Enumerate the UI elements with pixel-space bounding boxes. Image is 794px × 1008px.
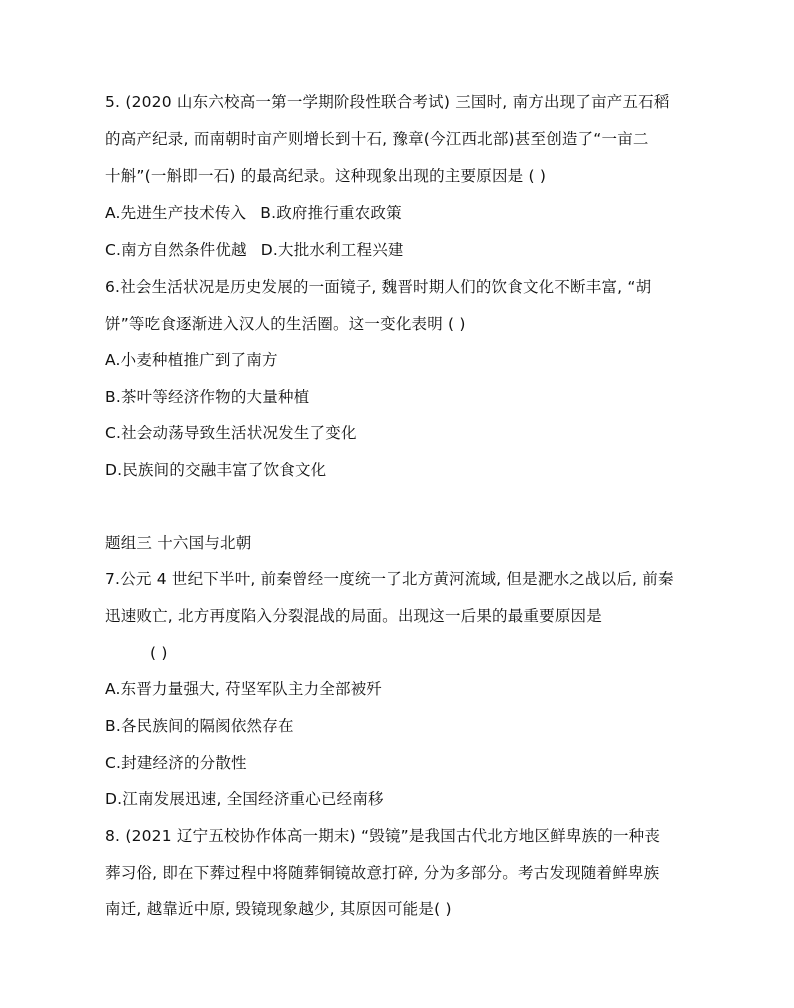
- q5-line-2: 的高产纪录, 而南朝时亩产则增长到十石, 豫章(今江西北部)甚至创造了“一亩二: [105, 130, 649, 148]
- q7-answer-bracket: ( ): [150, 644, 168, 662]
- q5-option-d: D.大批水利工程兴建: [260, 241, 404, 259]
- q7-line-2: 迅速败亡, 北方再度陷入分裂混战的局面。出现这一后果的最重要原因是: [105, 607, 602, 625]
- q5-option-a: A.先进生产技术传入: [105, 204, 247, 222]
- q7-option-d: D.江南发展迅速, 全国经济重心已经南移: [105, 790, 384, 808]
- q8-line-1: 8. (2021 辽宁五校协作体高一期末) “毁镜”是我国古代北方地区鲜卑族的一种丧: [105, 827, 661, 845]
- q6-line-2: 饼”等吃食逐渐进入汉人的生活圈。这一变化表明 ( ): [105, 315, 466, 333]
- q7-option-c: C.封建经济的分散性: [105, 754, 247, 772]
- q6-line-1: 6.社会生活状况是历史发展的一面镜子, 魏晋时期人们的饮食文化不断丰富, “胡: [105, 278, 652, 296]
- q8-line-3: 南迁, 越靠近中原, 毁镜现象越少, 其原因可能是( ): [105, 900, 452, 918]
- q5-option-c: C.南方自然条件优越: [105, 241, 247, 259]
- q6-option-b: B.茶叶等经济作物的大量种植: [105, 388, 310, 406]
- q5-line-3: 十斛”(一斛即一石) 的最高纪录。这种现象出现的主要原因是 ( ): [105, 167, 547, 185]
- q7-line-1: 7.公元 4 世纪下半叶, 前秦曾经一度统一了北方黄河流域, 但是淝水之战以后, 前秦: [105, 570, 674, 588]
- q6-option-a: A.小麦种植推广到了南方: [105, 351, 278, 369]
- q5-options-row-2: [105, 240, 404, 260]
- q8-line-2: 葬习俗, 即在下葬过程中将随葬铜镜故意打碎, 分为多部分。考古发现随着鲜卑族: [105, 864, 660, 882]
- section-title: 题组三 十六国与北朝: [105, 534, 252, 552]
- q5-option-b: B.政府推行重农政策: [260, 204, 402, 222]
- q7-option-a: A.东晋力量强大, 苻坚军队主力全部被歼: [105, 680, 383, 698]
- q7-option-b: B.各民族间的隔阂依然存在: [105, 717, 294, 735]
- q6-option-c: C.社会动荡导致生活状况发生了变化: [105, 424, 357, 442]
- q5-line-1: 5. (2020 山东六校高一第一学期阶段性联合考试) 三国时, 南方出现了亩产五石稻: [105, 93, 670, 111]
- q6-option-d: D.民族间的交融丰富了饮食文化: [105, 461, 327, 479]
- q5-options-row-1: [105, 203, 402, 223]
